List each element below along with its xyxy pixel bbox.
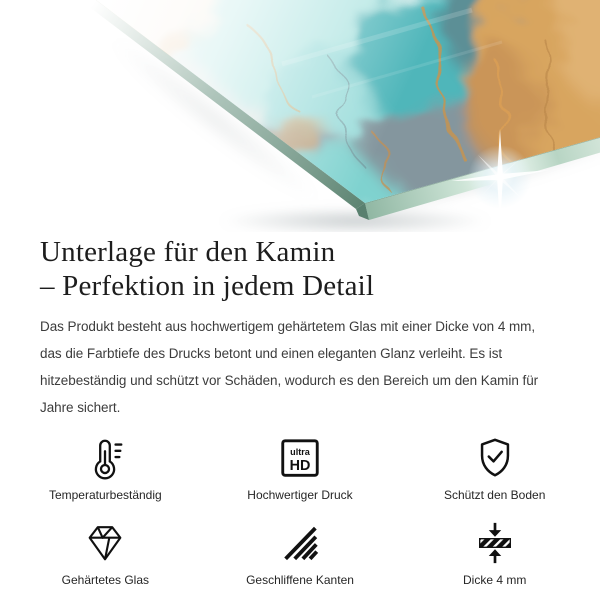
feature-label: Hochwertiger Druck <box>247 487 353 502</box>
glass-panel-illustration <box>0 0 600 232</box>
ultra-hd-icon <box>277 435 323 481</box>
shield-check-icon <box>472 435 518 481</box>
feature-label: Geschliffene Kanten <box>246 572 354 587</box>
feature-label: Schützt den Boden <box>443 487 546 502</box>
page-title <box>40 235 560 303</box>
feature-item <box>8 520 203 587</box>
page-title-line1: Unterlage für den Kamin <box>40 236 336 268</box>
feature-icon-slot <box>277 520 323 566</box>
feature-icon-slot <box>82 435 128 481</box>
feature-item <box>397 520 592 587</box>
feature-item <box>203 435 398 502</box>
diamond-icon <box>82 520 128 566</box>
feature-icon-slot <box>277 435 323 481</box>
feature-label: Gehärtetes Glas <box>61 572 150 587</box>
thermometer-icon <box>82 435 128 481</box>
feature-item <box>8 435 203 502</box>
feature-icon-slot <box>472 435 518 481</box>
thickness-arrows-icon <box>472 520 518 566</box>
svg-text:HD: HD <box>289 457 311 474</box>
feature-icon-slot <box>472 520 518 566</box>
feature-label: Dicke 4 mm <box>462 572 527 587</box>
feature-item <box>397 435 592 502</box>
svg-text:ultra: ultra <box>290 446 310 457</box>
product-description: Das Produkt besteht aus hochwertigem gehärtetem Glas mit einer Dicke von 4 mm, das die Farbtiefe des Drucks betont und einen eleganten Glanz verleiht. Es ist hitzebeständig und schützt vor Schäden, wodurch es den Bereich um den Kamin für Jahre sichert. <box>40 319 539 415</box>
feature-item <box>203 520 398 587</box>
hero-image <box>0 0 600 232</box>
feature-grid <box>0 435 600 587</box>
feature-label: Temperaturbeständig <box>48 487 162 502</box>
product-description-section <box>0 235 600 421</box>
feature-icon-slot <box>82 520 128 566</box>
page-title-line2: – Perfektion in jedem Detail <box>40 270 375 302</box>
polished-edges-icon <box>277 520 323 566</box>
